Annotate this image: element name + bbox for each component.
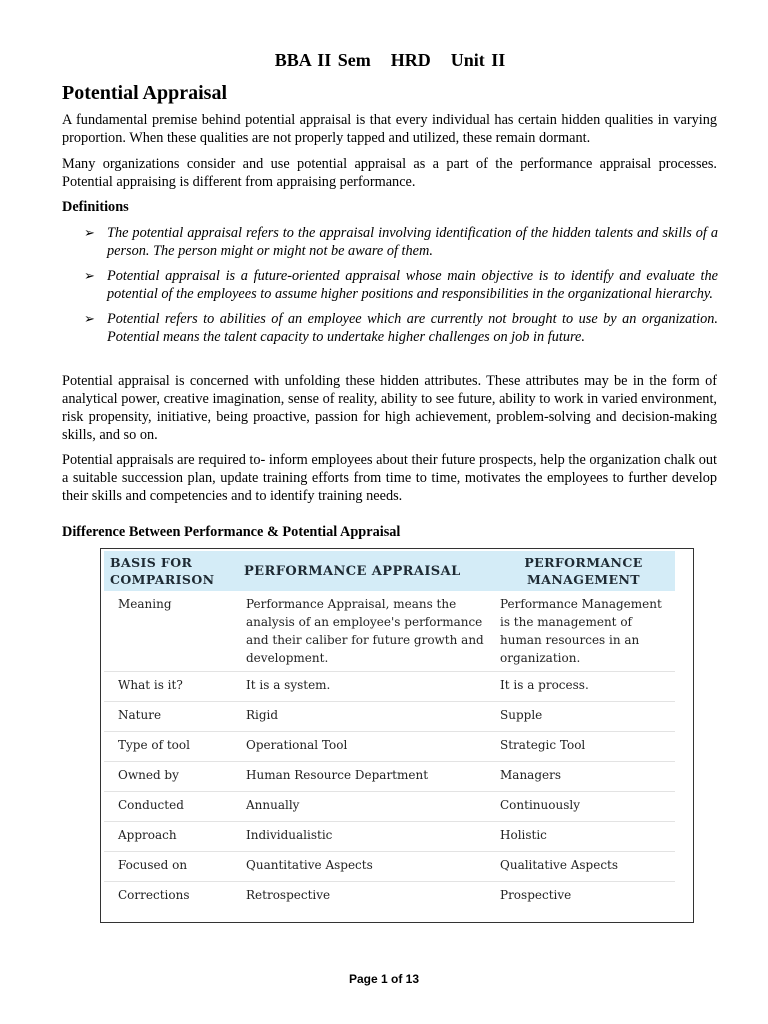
table-row (104, 762, 675, 792)
definition-text: Potential appraisal is a future-oriented appraisal whose main objective is to identify and evaluate the potential of the employees to assume higher positions and responsibilities in the organizational hierarchy. (107, 268, 718, 302)
intro-paragraph-2: Many organizations consider and use potential appraisal as a part of the performance appraisal processes. Potential appraising is different from appraising performance. (62, 156, 717, 190)
definition-text: The potential appraisal refers to the appraisal involving identification of the hidden talents and skills of a person. The person might or might not be aware of them. (107, 225, 718, 259)
body-paragraph-2: Potential appraisals are required to- inform employees about their future prospects, help the organization chalk out a suitable succession plan, update training efforts from time to time, motivates the employees to further develop their skills and competencies and to identify training needs. (62, 452, 717, 504)
definitions-list (62, 224, 718, 353)
row-basis-cell: Corrections (118, 888, 190, 902)
document-header (62, 50, 718, 71)
row-management-cell: Performance Management is the management of human resources in an organization. (492, 591, 675, 672)
row-basis-cell: Conducted (104, 792, 238, 822)
row-appraisal-cell: Individualistic (238, 822, 492, 852)
row-basis-cell: Type of tool (104, 732, 238, 762)
body-paragraph-1: Potential appraisal is concerned with unfolding these hidden attributes. These attributes may be in the form of analytical power, creative imagination, sense of reality, ability to see future, ability to work in varied environment, risk propensity, initiative, being proactive, passion for high achievement, problem-solving and decision-making skills, and so on. (62, 373, 717, 443)
header-unit: Unit II (450, 50, 506, 70)
definition-item (62, 224, 718, 260)
page-footer: Page 1 of 13 (348, 972, 420, 986)
comparison-table (104, 551, 675, 911)
section-title: Potential Appraisal (62, 82, 228, 104)
definition-item (62, 267, 718, 303)
header-subject: HRD (390, 50, 431, 70)
row-basis-cell: Approach (104, 822, 238, 852)
comparison-table-frame (100, 548, 694, 923)
row-basis-cell: Focused on (104, 852, 238, 882)
row-management-cell: Qualitative Aspects (492, 852, 675, 882)
table-row (104, 591, 675, 672)
table-row (104, 822, 675, 852)
row-basis-cell: Meaning (104, 591, 238, 672)
row-appraisal-cell: Annually (238, 792, 492, 822)
arrow-bullet-icon: ➢ (84, 311, 95, 326)
row-management-cell: It is a process. (492, 672, 675, 702)
table-row (104, 672, 675, 702)
header-basis: BASIS FOR COMPARISON (104, 551, 238, 591)
row-appraisal-cell: Retrospective (246, 888, 331, 902)
table-header-row (104, 551, 675, 591)
table-row (104, 852, 675, 882)
header-course: BBA II Sem (274, 50, 371, 70)
row-management-cell: Managers (492, 762, 675, 792)
intro-paragraph-1: A fundamental premise behind potential appraisal is that every individual has certain hidden qualities in varying proportion. When these qualities are not properly tapped and utilized, these remain dormant. (62, 112, 717, 146)
header-performance-appraisal: PERFORMANCE APPRAISAL (238, 551, 492, 591)
table-row (104, 792, 675, 822)
row-management-cell: Supple (492, 702, 675, 732)
table-row (104, 882, 675, 912)
definition-text: Potential refers to abilities of an employee which are currently not brought to use by an organization. Potential means the talent capacity to undertake higher challenges on job in future. (107, 311, 718, 345)
arrow-bullet-icon: ➢ (84, 268, 95, 283)
definitions-heading: Definitions (62, 199, 129, 215)
row-appraisal-cell: It is a system. (238, 672, 492, 702)
row-management-cell: Strategic Tool (492, 732, 675, 762)
arrow-bullet-icon: ➢ (84, 225, 95, 240)
row-management-cell: Holistic (492, 822, 675, 852)
row-basis-cell: What is it? (104, 672, 238, 702)
row-basis-cell: Nature (104, 702, 238, 732)
row-appraisal-cell: Operational Tool (238, 732, 492, 762)
row-appraisal-cell: Human Resource Department (238, 762, 492, 792)
table-row (104, 732, 675, 762)
row-appraisal-cell: Performance Appraisal, means the analysis of an employee's performance and their caliber for future growth and development. (238, 591, 492, 672)
row-basis-cell: Owned by (104, 762, 238, 792)
row-management-cell: Continuously (492, 792, 675, 822)
row-appraisal-cell: Rigid (238, 702, 492, 732)
table-row (104, 702, 675, 732)
definition-item (62, 310, 718, 346)
row-appraisal-cell: Quantitative Aspects (238, 852, 492, 882)
row-management-cell: Prospective (500, 888, 572, 902)
header-performance-management: PERFORMANCE MANAGEMENT (492, 551, 675, 591)
table-heading: Difference Between Performance & Potential Appraisal (62, 524, 401, 540)
